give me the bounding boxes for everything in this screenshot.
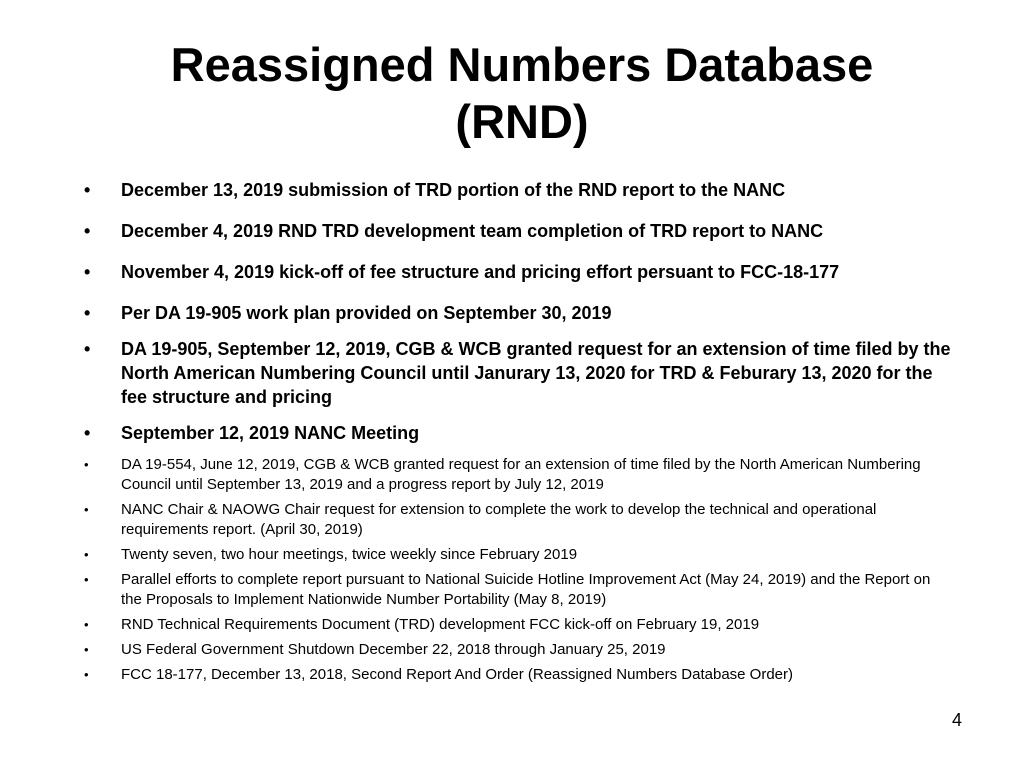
page-number: 4 (951, 710, 962, 730)
bullet-text: September 12, 2019 NANC Meeting (121, 423, 420, 443)
sub-bullet-text: US Federal Government Shutdown December 22, 2018 through January 25, 2019 (121, 641, 666, 658)
bullet-dot: • (84, 180, 91, 200)
bullet-dot: • (84, 221, 91, 241)
sub-bullet-item (0, 570, 1024, 610)
sub-bullet-text: RND Technical Requirements Document (TRD) development FCC kick-off on February 19, 2019 (121, 616, 760, 633)
bullet-dot: • (84, 303, 91, 323)
bullet-text: Per DA 19-905 work plan provided on September 30, 2019 (121, 303, 612, 323)
sub-bullet-text: NANC Chair & NAOWG Chair request for extension to complete the work to develop the technical and operational requirements report. (April 30, 2019) (121, 501, 877, 538)
bullet-item (0, 178, 1024, 202)
bullet-dot: • (84, 617, 89, 632)
sub-bullet-item (0, 640, 1024, 660)
sub-bullet-item (0, 615, 1024, 635)
bullet-dot: • (84, 572, 89, 587)
sub-bullet-item (0, 455, 1024, 495)
bullet-item (0, 260, 1024, 284)
bullet-text: DA 19-905, September 12, 2019, CGB & WCB granted request for an extension of time filed by the North American Numbering Council until Janurary 13, 2020 for TRD & Feburary 13, 2020 for the fee structure and pricing (121, 339, 951, 407)
bullet-dot: • (84, 339, 91, 359)
bullet-dot: • (84, 547, 89, 562)
bullet-dot: • (84, 457, 89, 472)
bullet-text: December 4, 2019 RND TRD development team completion of TRD report to NANC (121, 221, 824, 241)
bullet-text: November 4, 2019 kick-off of fee structure and pricing effort persuant to FCC-18-177 (121, 262, 840, 282)
bullet-item (0, 219, 1024, 243)
sub-bullet-text: Twenty seven, two hour meetings, twice weekly since February 2019 (121, 546, 578, 563)
bullet-text: December 13, 2019 submission of TRD portion of the RND report to the NANC (121, 180, 786, 200)
bullet-dot: • (84, 262, 91, 282)
bullet-dot: • (84, 423, 91, 443)
sub-bullet-text: FCC 18-177, December 13, 2018, Second Report And Order (Reassigned Numbers Database Order) (121, 666, 794, 683)
bullet-item (0, 337, 1024, 409)
bullet-item (0, 421, 1024, 445)
bullet-dot: • (84, 642, 89, 657)
slide-title (0, 36, 1024, 150)
sub-bullet-item (0, 500, 1024, 540)
bullet-dot: • (84, 502, 89, 517)
bullet-dot: • (84, 667, 89, 682)
bullet-item (0, 301, 1024, 325)
bullet-list (0, 178, 1024, 690)
sub-bullet-text: Parallel efforts to complete report pursuant to National Suicide Hotline Improvement Act (May 24, 2019) and the Report on the Proposals to Implement Nationwide Number Portability (May 8, 2019) (121, 571, 931, 608)
sub-bullet-item (0, 545, 1024, 565)
slide-title-line-1: Reassigned Numbers Database (170, 38, 874, 91)
sub-bullet-item (0, 665, 1024, 685)
slide-title-line-2: (RND) (455, 95, 589, 148)
sub-bullet-text: DA 19-554, June 12, 2019, CGB & WCB granted request for an extension of time filed by the North American Numbering Council until September 13, 2019 and a progress report by July 12, 2019 (121, 456, 921, 493)
